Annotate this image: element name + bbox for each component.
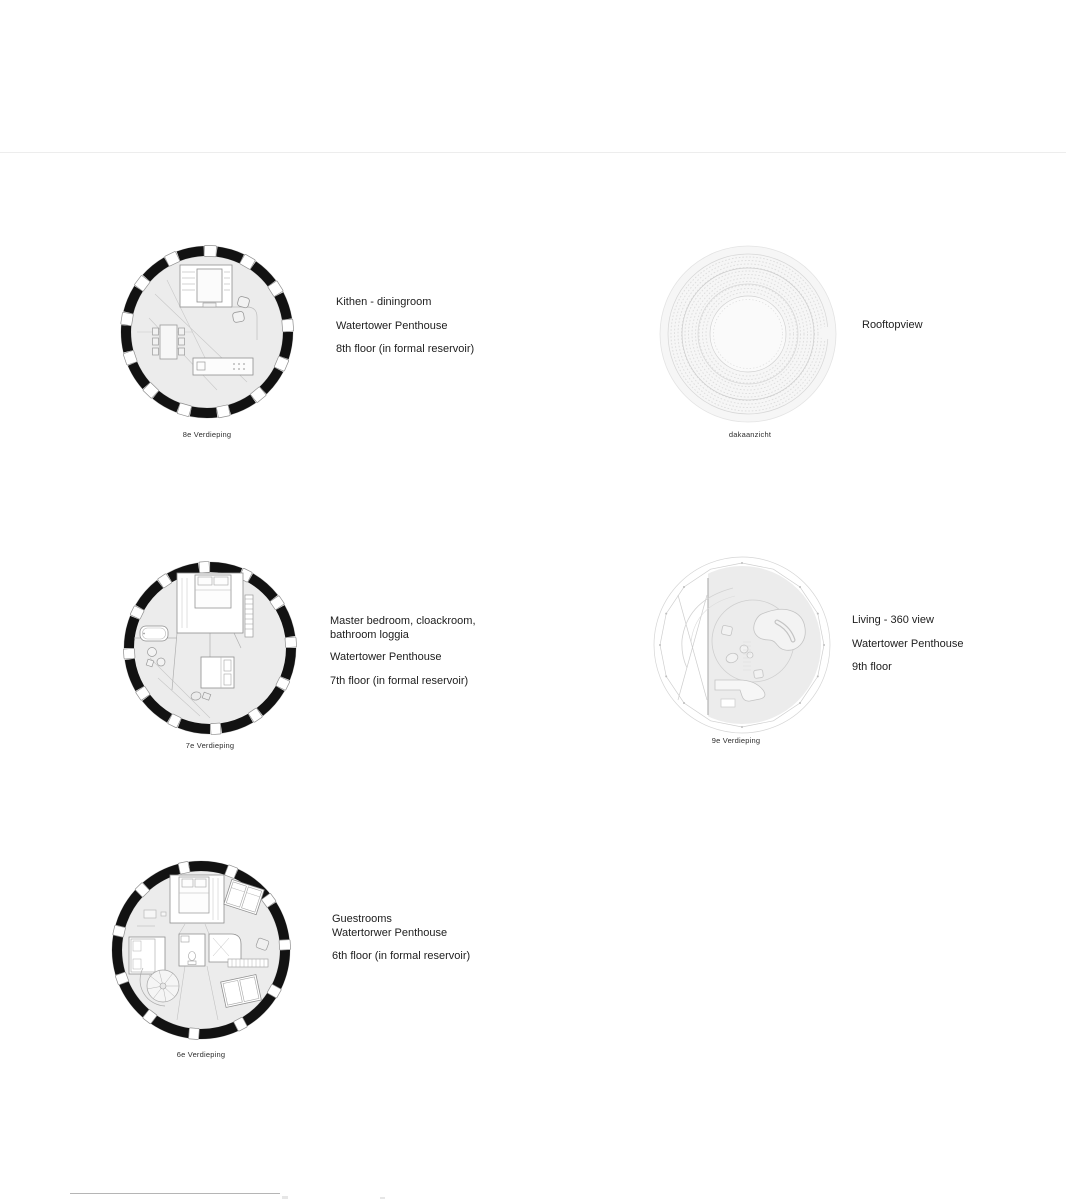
plan-caption-6e: 6e Verdieping — [176, 1050, 226, 1059]
bathtub — [140, 626, 168, 641]
panel-floor6-labels — [332, 913, 470, 964]
plan-caption-8e: 8e Verdieping — [182, 430, 232, 439]
panel-floor-label: 9th floor — [852, 661, 892, 673]
panel-title: Kithen - diningroom — [336, 296, 432, 308]
floorplan-9e-drawing — [647, 550, 837, 740]
panel-floor9-labels — [852, 609, 963, 680]
guestroom-left — [129, 937, 165, 974]
stair-core — [180, 265, 232, 307]
panel-floor7-labels — [330, 614, 515, 688]
panel-building: Watertower Penthouse — [330, 651, 442, 663]
rooftop-view-drawing — [653, 239, 843, 429]
panel-building: Watertower Penthouse — [336, 319, 448, 332]
panel-title: Master bedroom, cloackroom, bathroom loggia — [330, 615, 476, 641]
plan-caption-dak: dakaanzicht — [728, 430, 772, 439]
bathroom-right — [209, 934, 241, 962]
floorplan-7e-drawing — [100, 538, 320, 758]
next-page-top-line — [70, 1193, 280, 1194]
guestroom-top — [170, 875, 224, 923]
ladder — [245, 595, 253, 637]
panel-floor8-labels — [336, 291, 474, 362]
plan-caption-7e: 7e Verdieping — [185, 741, 235, 750]
floorplan-6e-drawing — [89, 838, 313, 1062]
panel-rooftop-labels — [862, 318, 923, 332]
cropped-next-page-mark — [282, 1196, 288, 1199]
dining-table — [153, 325, 185, 359]
panel-floor-label: 8th floor (in formal reservoir) — [336, 343, 475, 355]
panel-floor-label: 7th floor (in formal reservoir) — [330, 675, 469, 687]
panel-building: Watertorwer Penthouse — [332, 926, 448, 939]
bed — [201, 657, 234, 688]
plan-caption-9e: 9e Verdieping — [711, 736, 761, 745]
panel-floor-label: 6th floor (in formal reservoir) — [332, 950, 471, 962]
panel-title: Guestrooms — [332, 913, 392, 925]
panel-title: Living - 360 view — [852, 614, 934, 626]
roof-center — [710, 296, 786, 372]
shelf-strip — [228, 959, 268, 967]
bathroom-center — [179, 934, 205, 966]
floorplan-8e-drawing — [97, 222, 317, 442]
roof-hatch-gap — [821, 327, 831, 339]
cropped-next-page-mark — [380, 1197, 385, 1199]
panel-title: Rooftopview — [862, 319, 923, 331]
stair-core-bedroom — [177, 573, 243, 633]
page-divider — [0, 152, 1066, 153]
panel-building: Watertower Penthouse — [852, 637, 964, 650]
kitchen-counter — [193, 358, 253, 375]
